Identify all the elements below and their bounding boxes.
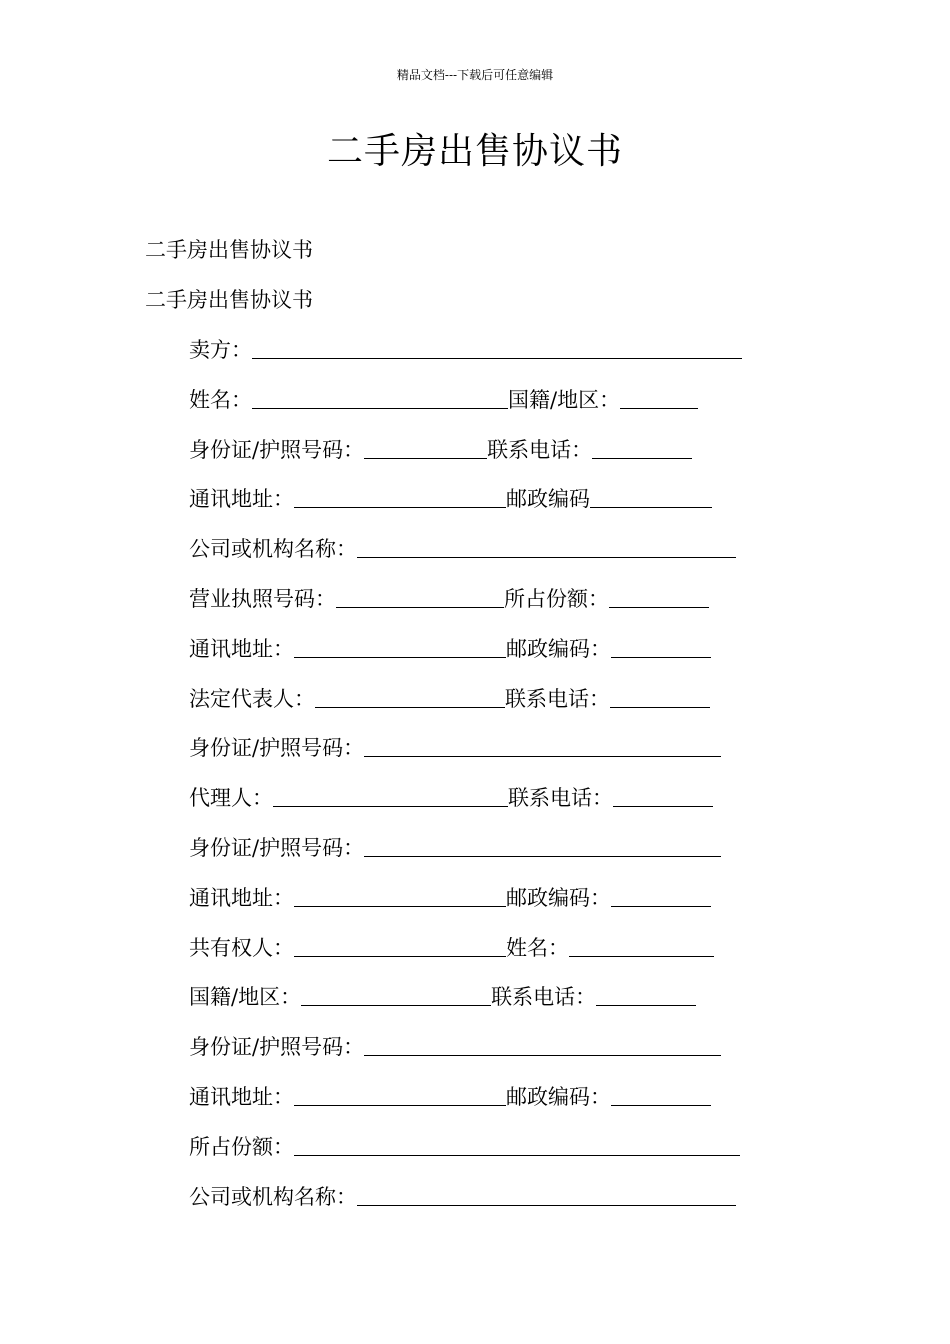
blank-field[interactable] (294, 1133, 740, 1156)
field-label: 国籍/地区： (508, 387, 621, 412)
subtitle: 二手房出售协议书 (145, 288, 313, 312)
field-label: 姓名： (189, 387, 252, 412)
field-label: 邮政编码： (506, 636, 611, 661)
form-row (189, 934, 789, 984)
field-label: 代理人： (189, 786, 273, 811)
blank-field[interactable] (610, 685, 710, 708)
field-label: 公司或机构名称： (189, 537, 357, 562)
blank-field[interactable] (364, 1033, 721, 1056)
blank-field[interactable] (611, 1083, 711, 1106)
blank-field[interactable] (301, 983, 491, 1006)
form-row-seller (189, 336, 789, 386)
blank-field[interactable] (357, 1183, 736, 1206)
blank-field[interactable] (364, 436, 487, 459)
blank-field[interactable] (294, 884, 506, 907)
field-label: 联系电话： (491, 985, 597, 1010)
form-row (189, 983, 789, 1033)
blank-field[interactable] (294, 1083, 506, 1106)
field-label: 通讯地址： (189, 487, 294, 512)
blank-field[interactable] (315, 685, 505, 708)
form-row (189, 585, 789, 635)
form-row (189, 685, 789, 735)
form-row (189, 1033, 789, 1083)
blank-field[interactable] (611, 884, 711, 907)
form-row (189, 635, 789, 685)
field-label: 邮政编码 (506, 487, 590, 512)
blank-field[interactable] (294, 635, 506, 658)
seller-info-form (189, 336, 789, 1232)
blank-field[interactable] (273, 784, 508, 807)
field-label: 通讯地址： (189, 636, 294, 661)
blank-field[interactable] (294, 934, 506, 957)
field-label: 公司或机构名称： (189, 1184, 357, 1209)
blank-field[interactable] (609, 585, 709, 608)
field-label: 联系电话： (505, 686, 610, 711)
field-label: 通讯地址： (189, 885, 294, 910)
field-label: 身份证/护照号码： (189, 437, 365, 462)
field-label: 营业执照号码： (189, 586, 336, 611)
field-label: 邮政编码： (506, 1084, 611, 1109)
field-label: 姓名： (506, 935, 569, 960)
header-note: 精品文档---下载后可任意编辑 (396, 68, 554, 82)
field-label: 身份证/护照号码： (189, 835, 365, 860)
form-row (189, 784, 789, 834)
field-label: 身份证/护照号码： (189, 1035, 365, 1060)
blank-field[interactable] (364, 734, 721, 757)
field-label: 共有权人： (189, 935, 294, 960)
field-label: 卖方： (189, 338, 252, 362)
field-label: 联系电话： (487, 437, 593, 462)
blank-field[interactable] (611, 635, 711, 658)
blank-field[interactable] (596, 983, 696, 1006)
blank-field[interactable] (357, 535, 736, 558)
form-row (189, 485, 789, 535)
blank-field[interactable] (590, 485, 712, 508)
form-row (189, 535, 789, 585)
field-label: 通讯地址： (189, 1084, 294, 1109)
field-label: 所占份额： (189, 1134, 294, 1159)
field-label: 身份证/护照号码： (189, 736, 365, 761)
form-row (189, 1083, 789, 1133)
subtitle: 二手房出售协议书 (145, 238, 313, 262)
form-row (189, 834, 789, 884)
form-row (189, 734, 789, 784)
blank-field[interactable] (252, 386, 508, 409)
form-row (189, 1183, 789, 1233)
blank-field[interactable] (613, 784, 713, 807)
field-label: 邮政编码： (506, 885, 611, 910)
document-title: 二手房出售协议书 (326, 131, 623, 172)
blank-field[interactable] (252, 336, 742, 359)
form-row (189, 884, 789, 934)
field-label: 法定代表人： (189, 686, 315, 711)
blank-field[interactable] (569, 934, 714, 957)
field-label: 联系电话： (508, 786, 613, 811)
blank-field[interactable] (364, 834, 721, 857)
blank-field[interactable] (294, 485, 506, 508)
blank-field[interactable] (620, 386, 698, 409)
blank-field[interactable] (336, 585, 504, 608)
field-label: 国籍/地区： (189, 985, 302, 1010)
form-row (189, 1133, 789, 1183)
blank-field[interactable] (592, 436, 692, 459)
form-row (189, 436, 789, 486)
field-label: 所占份额： (504, 586, 609, 611)
form-row (189, 386, 789, 436)
